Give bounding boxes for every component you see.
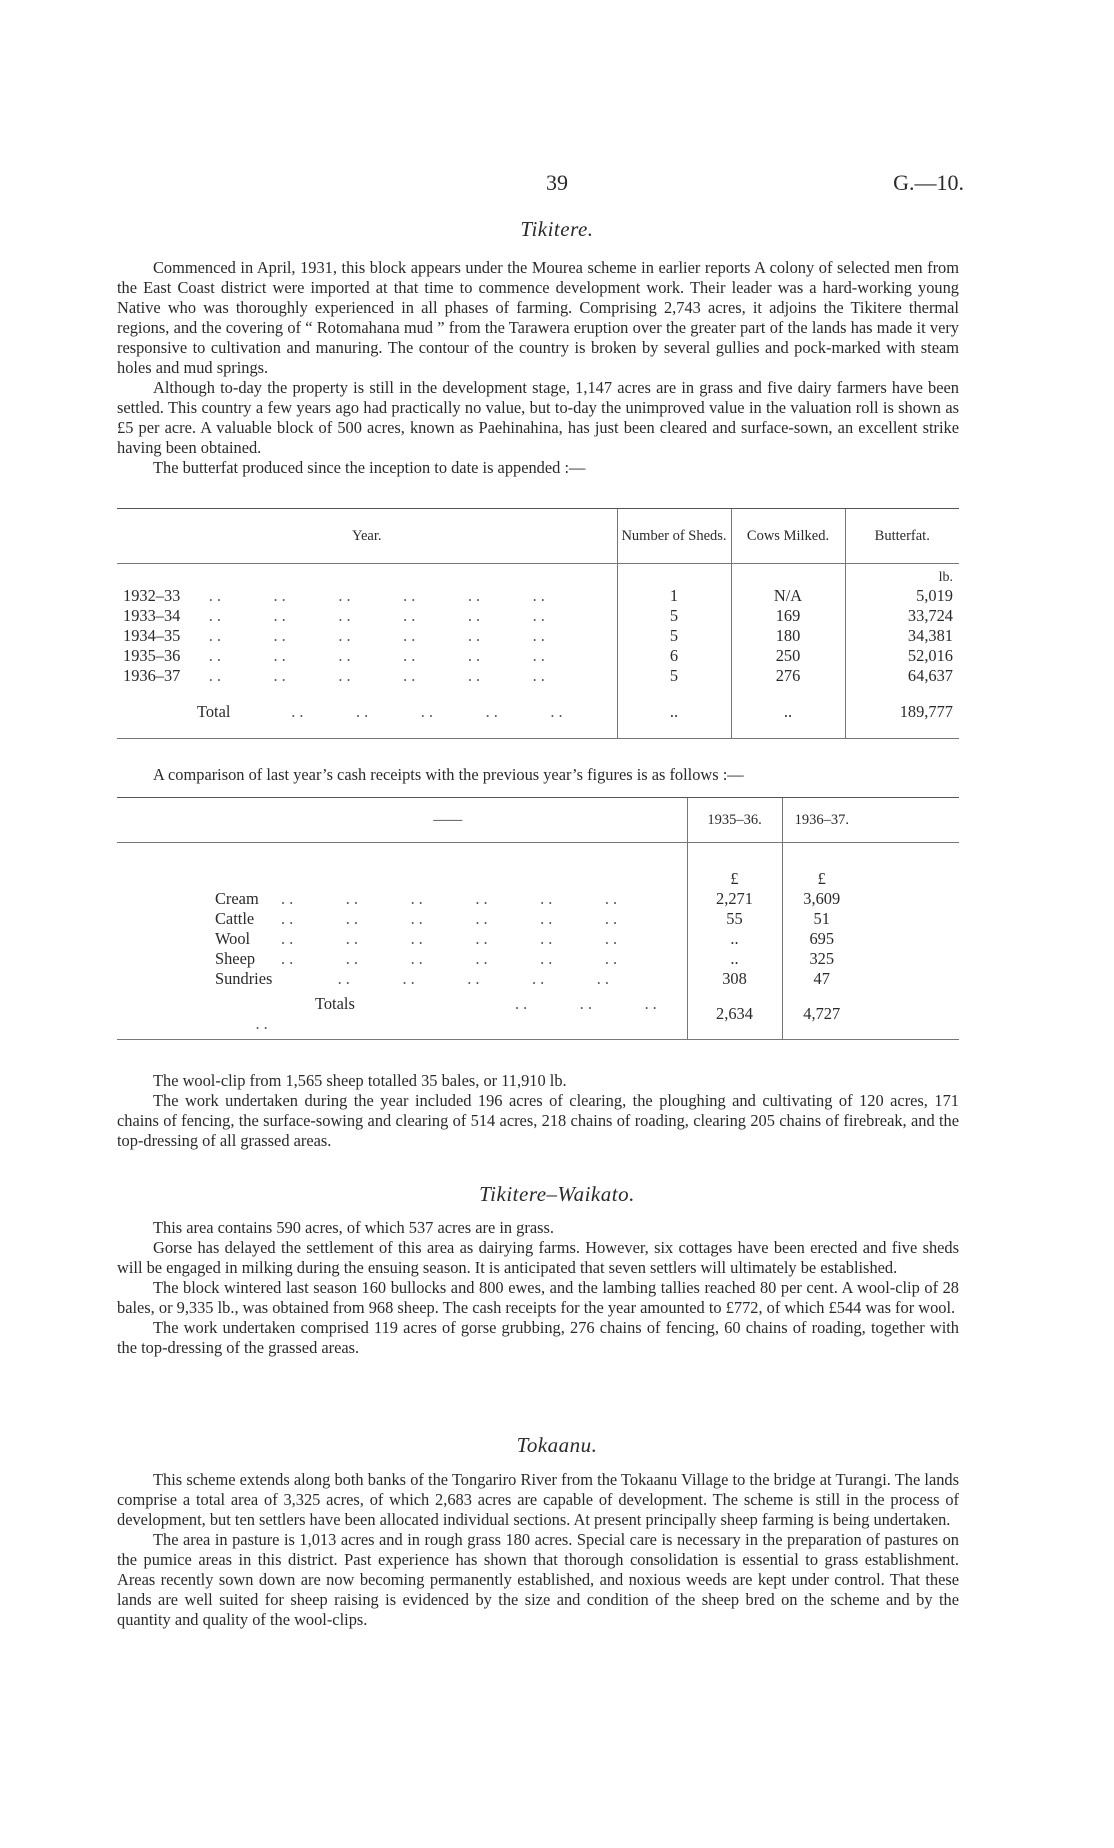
paragraph: Commenced in April, 1931, this block appears under the Mourea scheme in earlier reports A colony of selected men from the East Coast district were imported at that time to commence development work. Their leader was a hard-working young Native who was thoroughly experienced in all phases of farming. Comprising 2,743 acres, it adjoins the Tikitere thermal regions, and the covering of “ Rotomahana mud ” from the Tarawera eruption over the greater part of the lands has made it very responsive to cultivation and manuring. The contour of the country is broken by several gullies and pock-marked with steam holes and mud springs. [117, 258, 959, 377]
tikitere-waikato-body [117, 1218, 959, 1358]
column-header-sheds: Number of Sheds. [617, 509, 731, 564]
sheds-cell: 5 [617, 626, 731, 646]
item-label: Cattle [215, 909, 255, 928]
total-sheds: .. [617, 686, 731, 739]
cash-receipts-intro [117, 765, 959, 785]
cows-cell: 276 [731, 666, 845, 686]
table-row [117, 646, 959, 666]
leader-dots: .. .. .. .. .. .. [281, 949, 622, 968]
value-1936-37: 47 [782, 969, 861, 989]
sheds-cell: 5 [617, 666, 731, 686]
paragraph: The wool-clip from 1,565 sheep totalled 35 bales, or 11,910 lb. [153, 1071, 567, 1090]
butterfat-cell: 33,724 [845, 606, 959, 626]
total-butterfat: 189,777 [845, 686, 959, 739]
total-label: Totals [315, 994, 355, 1013]
leader-dots: .. .. .. .. .. [281, 969, 614, 988]
item-label: Cream [215, 889, 259, 908]
sheds-cell: 1 [617, 586, 731, 606]
item-label: Sheep [215, 949, 256, 968]
document-reference: G.—10. [893, 170, 964, 195]
table-row [117, 889, 959, 909]
item-cell [209, 909, 687, 929]
column-header-1936-37: 1936–37. [782, 798, 861, 843]
leader-dots: .. .. .. .. .. .. [184, 586, 549, 605]
unit-row [117, 564, 959, 587]
cash-receipts-table [117, 797, 959, 1040]
cows-cell: N/A [731, 586, 845, 606]
butterfat-cell: 5,019 [845, 586, 959, 606]
year-value: 1935–36 [123, 646, 181, 665]
butterfat-table [117, 508, 959, 739]
table-row [117, 949, 959, 969]
butterfat-cell: 64,637 [845, 666, 959, 686]
item-label: Wool [215, 929, 251, 948]
column-header-year: Year. [117, 509, 617, 564]
leader-dots: .. .. .. .. .. .. [281, 929, 622, 948]
year-cell [117, 666, 617, 686]
tikitere-work [117, 1071, 959, 1151]
section-title-tikitere: Tikitere. [520, 217, 594, 241]
leader-dots: .. .. .. .. .. .. [184, 646, 549, 665]
total-row [117, 686, 959, 739]
total-row [117, 989, 959, 1040]
unit-label: £ [687, 843, 782, 890]
butterfat-cell: 34,381 [845, 626, 959, 646]
cows-cell: 169 [731, 606, 845, 626]
paragraph: The block wintered last season 160 bullocks and 800 ewes, and the lambing tallies reached 80 per cent. A wool-clip of 28 bales, or 9,335 lb., was obtained from 968 sheep. The cash receipts for the year amounted to £772, of which £544 was for wool. [117, 1278, 959, 1317]
paragraph: A comparison of last year’s cash receipts with the previous year’s figures is as follows :— [153, 765, 744, 784]
table-row [117, 909, 959, 929]
value-1935-36: 308 [687, 969, 782, 989]
item-label: Sundries [215, 969, 273, 988]
value-1935-36: 2,271 [687, 889, 782, 909]
sheds-cell: 6 [617, 646, 731, 666]
table-row [117, 666, 959, 686]
value-1935-36: .. [687, 949, 782, 969]
leader-dots: .. .. .. .. [215, 994, 661, 1033]
table-row [117, 606, 959, 626]
paragraph: Gorse has delayed the settlement of this area as dairying farms. However, six cottages have been erected and five sheds will be engaged in milking during the ensuing season. It is anticipated that seven settlers will ultimately be established. [117, 1238, 959, 1277]
section-title-tokaanu: Tokaanu. [516, 1433, 598, 1457]
year-value: 1934–35 [123, 626, 181, 645]
item-cell [209, 949, 687, 969]
item-cell [209, 889, 687, 909]
column-header-butterfat: Butterfat. [845, 509, 959, 564]
column-header-1935-36: 1935–36. [687, 798, 782, 843]
value-1936-37: 325 [782, 949, 861, 969]
leader-dots: .. .. .. .. .. .. [281, 909, 622, 928]
total-1935-36: 2,634 [687, 989, 782, 1040]
item-cell [209, 969, 687, 989]
tikitere-intro [117, 258, 959, 478]
paragraph: The work undertaken comprised 119 acres of gorse grubbing, 276 chains of fencing, 60 chains of roading, together with the top-dressing of the grassed areas. [117, 1318, 959, 1357]
total-1936-37: 4,727 [782, 989, 861, 1040]
table-row [117, 626, 959, 646]
table-header-row [117, 509, 959, 564]
year-value: 1932–33 [123, 586, 181, 605]
leader-dots: .. .. .. .. .. .. [184, 626, 549, 645]
cows-cell: 180 [731, 626, 845, 646]
paragraph: The butterfat produced since the inception to date is appended :— [153, 458, 586, 477]
value-1936-37: 695 [782, 929, 861, 949]
total-label: Total [197, 702, 231, 721]
total-label-cell [117, 686, 617, 739]
column-header-item: —— [209, 798, 687, 843]
year-value: 1933–34 [123, 606, 181, 625]
paragraph: The area in pasture is 1,013 acres and in rough grass 180 acres. Special care is necessary in the preparation of pastures on the pumice areas in this district. Past experience has shown that thorough consolidation is essential to grass establishment. Areas recently sown down are now becoming permanently established, and noxious weeds are kept under control. That these lands are well suited for sheep raising is evidenced by the size and condition of the sheep bred on the scheme and by the quantity and quality of the wool-clips. [117, 1530, 959, 1629]
value-1936-37: 3,609 [782, 889, 861, 909]
section-title-tikitere-waikato: Tikitere–Waikato. [479, 1182, 635, 1206]
leader-dots: .. .. .. .. .. .. [281, 889, 622, 908]
page-number: 39 [546, 170, 568, 195]
value-1935-36: .. [687, 929, 782, 949]
year-cell [117, 646, 617, 666]
sheds-cell: 5 [617, 606, 731, 626]
year-cell [117, 586, 617, 606]
year-cell [117, 606, 617, 626]
butterfat-cell: 52,016 [845, 646, 959, 666]
paragraph: Although to-day the property is still in the development stage, 1,147 acres are in grass and five dairy farmers have been settled. This country a few years ago had practically no value, but to-day the unimproved value in the valuation roll is shown as £5 per acre. A valuable block of 500 acres, known as Paehinahina, has just been cleared and surface-sown, an excellent strike having been obtained. [117, 378, 959, 457]
year-value: 1936–37 [123, 666, 181, 685]
table-row [117, 969, 959, 989]
unit-label: lb. [845, 564, 959, 587]
leader-dots: .. .. .. .. .. [234, 702, 567, 721]
year-cell [117, 626, 617, 646]
unit-row [117, 843, 959, 890]
table-row [117, 586, 959, 606]
item-cell [209, 929, 687, 949]
value-1935-36: 55 [687, 909, 782, 929]
total-cows: .. [731, 686, 845, 739]
paragraph: This scheme extends along both banks of the Tongariro River from the Tokaanu Village to the bridge at Turangi. The lands comprise a total area of 3,325 acres, of which 2,683 acres are capable of development. The scheme is still in the process of development, but ten settlers have been allocated individual sections. At present principally sheep farming is being undertaken. [117, 1470, 959, 1529]
cows-cell: 250 [731, 646, 845, 666]
total-label-cell [209, 989, 687, 1040]
tokaanu-body [117, 1470, 959, 1630]
leader-dots: .. .. .. .. .. .. [184, 666, 549, 685]
unit-label: £ [782, 843, 861, 890]
leader-dots: .. .. .. .. .. .. [184, 606, 549, 625]
value-1936-37: 51 [782, 909, 861, 929]
table-row [117, 929, 959, 949]
column-header-cows: Cows Milked. [731, 509, 845, 564]
paragraph: This area contains 590 acres, of which 537 acres are in grass. [153, 1218, 554, 1237]
table-header-row [117, 798, 959, 843]
paragraph: The work undertaken during the year included 196 acres of clearing, the ploughing and cultivating of 120 acres, 171 chains of fencing, the surface-sowing and clearing of 514 acres, 218 chains of roading, clearing 205 chains of firebreak, and the top-dressing of all grassed areas. [117, 1091, 959, 1150]
